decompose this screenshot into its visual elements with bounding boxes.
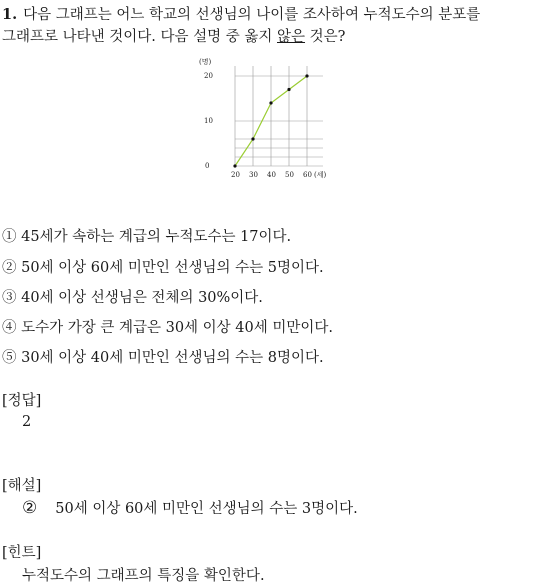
question-text-2a: 그래프로 나타낸 것이다. 다음 설명 중 옳지 — [2, 29, 277, 45]
hint-text: 누적도수의 그래프의 특징을 확인한다. — [22, 568, 265, 584]
question-line-2 — [2, 25, 345, 46]
question-text-2b: 것은? — [305, 29, 346, 45]
option-1[interactable]: ① 45세가 속하는 계급의 누적도수는 17이다. — [2, 229, 292, 245]
y-tick-10: 10 — [204, 117, 213, 125]
y-unit-label: (명) — [199, 58, 212, 66]
x-tick-30: 30 — [249, 171, 258, 179]
explanation-label: [해설] — [2, 478, 42, 494]
answer-value: 2 — [22, 414, 32, 430]
x-tick-20: 20 — [231, 171, 240, 179]
x-tick-50: 50 — [285, 171, 294, 179]
y-tick-20: 20 — [204, 72, 213, 80]
x-tick-40: 40 — [267, 171, 276, 179]
option-3[interactable]: ③ 40세 이상 선생님은 전체의 30%이다. — [2, 290, 263, 306]
hint-label: [힌트] — [2, 545, 42, 561]
question-line-1 — [2, 3, 480, 24]
explanation-text: 50세 이상 60세 미만인 선생님의 수는 3명이다. — [55, 501, 358, 517]
x-tick-60: 60 — [303, 171, 312, 179]
data-point-60 — [305, 74, 308, 77]
x-unit-label: (세) — [314, 171, 327, 179]
data-point-40 — [269, 101, 272, 104]
answer-label: [정답] — [2, 393, 42, 409]
option-2[interactable]: ② 50세 이상 60세 미만인 선생님의 수는 5명이다. — [2, 260, 324, 276]
question-number: 1. — [2, 6, 18, 23]
option-4[interactable]: ④ 도수가 가장 큰 계급은 30세 이상 40세 미만이다. — [2, 320, 334, 336]
y-tick-0: 0 — [205, 162, 210, 170]
option-5[interactable]: ⑤ 30세 이상 40세 미만인 선생님의 수는 8명이다. — [2, 350, 324, 366]
data-point-20 — [233, 164, 236, 167]
explanation-symbol: ② — [22, 498, 38, 518]
question-text-1: 다음 그래프는 어느 학교의 선생님의 나이를 조사하여 누적도수의 분포를 — [23, 7, 481, 23]
question-emphasis: 않은 — [277, 29, 306, 45]
data-point-30 — [251, 137, 254, 140]
data-point-50 — [287, 88, 290, 91]
graph-grid — [235, 66, 323, 166]
explanation-body — [22, 497, 358, 518]
cumulative-frequency-graph — [195, 57, 335, 182]
